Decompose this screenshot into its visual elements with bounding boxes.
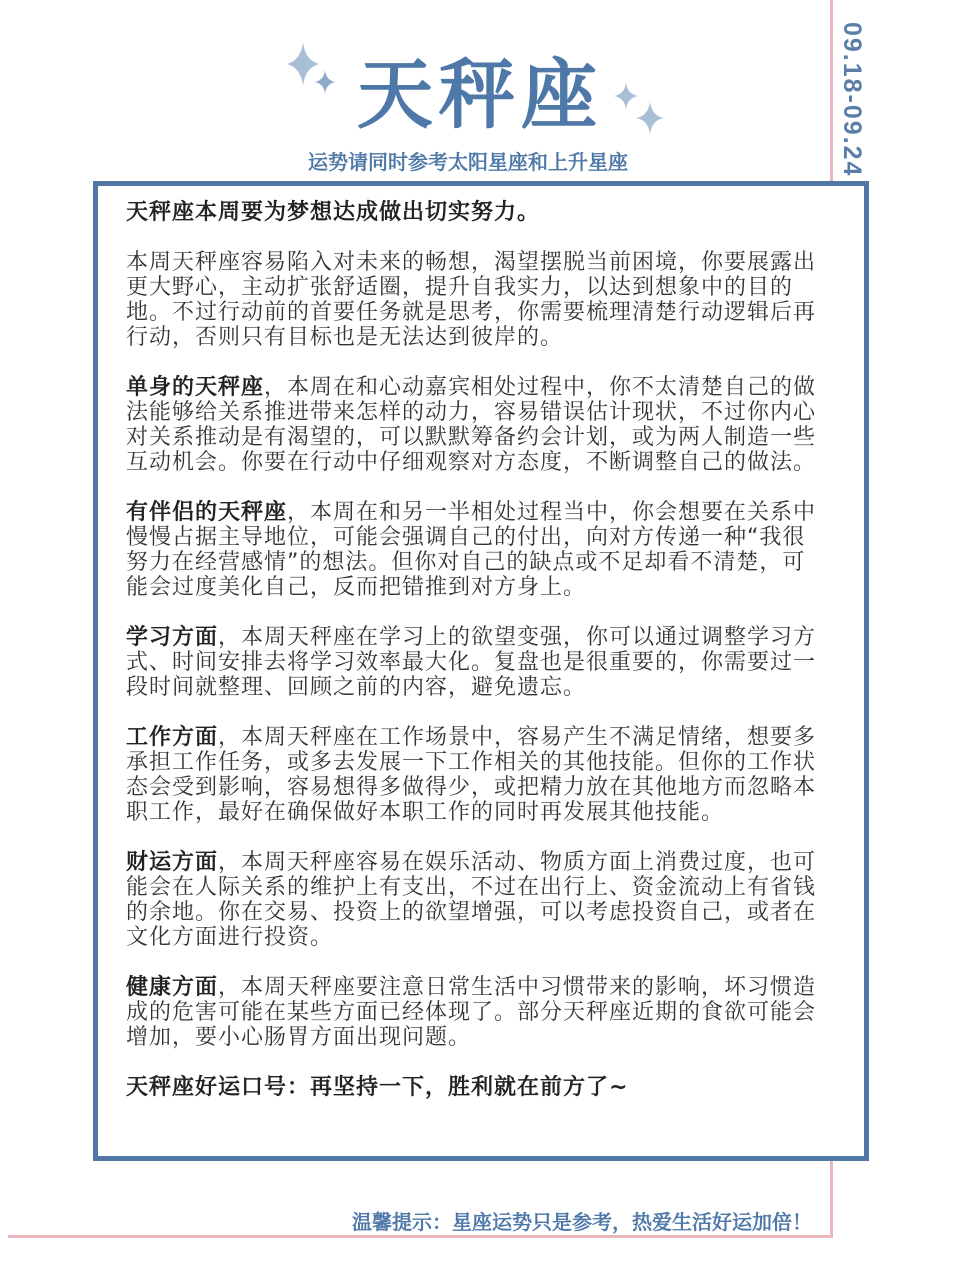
- section-text: ，本周天秤座容易在娱乐活动、物质方面上消费过度，也可能会在人际关系的维护上有支出，不过在出行上、资金流动上有省钱的余地。你在交易、投资上的欲望增强，可以考虑投资自己，或者在文化方面进行投资。: [126, 850, 817, 950]
- date-range: 09.18-09.24: [838, 22, 866, 178]
- section-text: ，本周天秤座要注意日常生活中习惯带来的影响，坏习惯造成的危害可能在某些方面已经体现了。部分天秤座近期的食欲可能会增加，要小心肠胃方面出现问题。: [126, 975, 817, 1050]
- section-label: 有伴侣的天秤座: [126, 500, 288, 525]
- section-label: 财运方面: [126, 850, 219, 875]
- section-couple: [126, 500, 826, 600]
- section-health: [126, 975, 826, 1050]
- section-wealth: [126, 850, 826, 950]
- section-single: [126, 375, 826, 475]
- section-label: 单身的天秤座: [126, 375, 265, 400]
- intro-paragraph: 本周天秤座容易陷入对未来的畅想，渴望摆脱当前困境，你要展露出更大野心，主动扩张舒适圈，提升自我实力，以达到想象中的目的地。不过行动前的首要任务就是思考，你需要梳理清楚行动逻辑后再行动，否则只有目标也是无法达到彼岸的。: [126, 250, 817, 350]
- footer-tip: 温馨提示：星座运势只是参考，热爱生活好运加倍！: [352, 1210, 812, 1234]
- section-label: 学习方面: [126, 625, 219, 650]
- content-card: [93, 181, 869, 1161]
- horoscope-text: [126, 200, 826, 1125]
- headline: 天秤座本周要为梦想达成做出切实努力。: [126, 200, 541, 225]
- section-label: 工作方面: [126, 725, 219, 750]
- section-text: ，本周在和心动嘉宾相处过程中，你不太清楚自己的做法能够给关系推进带来怎样的动力，容易错误估计现状，不过你内心对关系推动是有渴望的，可以默默筹备约会计划，或为两人制造一些互动机会。你要在行动中仔细观察对方态度，不断调整自己的做法。: [126, 375, 817, 475]
- pink-horizontal-line: [8, 1235, 833, 1238]
- page-title: 天秤座: [357, 50, 603, 139]
- section-work: [126, 725, 826, 825]
- section-study: [126, 625, 826, 700]
- page-subtitle: 运势请同时参考太阳星座和上升星座: [308, 150, 628, 174]
- section-text: ，本周天秤座在工作场景中，容易产生不满足情绪，想要多承担工作任务，或多去发展一下工作相关的其他技能。但你的工作状态会受到影响，容易想得多做得少，或把精力放在其他地方而忽略本职工作，最好在确保做好本职工作的同时再发展其他技能。: [126, 725, 817, 825]
- section-text: ，本周天秤座在学习上的欲望变强，你可以通过调整学习方式、时间安排去将学习效率最大化。复盘也是很重要的，你需要过一段时间就整理、回顾之前的内容，避免遗忘。: [126, 625, 817, 700]
- section-label: 健康方面: [126, 975, 219, 1000]
- section-text: ，本周在和另一半相处过程当中，你会想要在关系中慢慢占据主导地位，可能会强调自己的付出，向对方传递一种“我很努力在经营感情”的想法。但你对自己的缺点或不足却看不清楚，可能会过度美化自己，反而把错推到对方身上。: [126, 500, 817, 600]
- lucky-slogan: 天秤座好运口号：再坚持一下，胜利就在前方了~: [126, 1075, 629, 1100]
